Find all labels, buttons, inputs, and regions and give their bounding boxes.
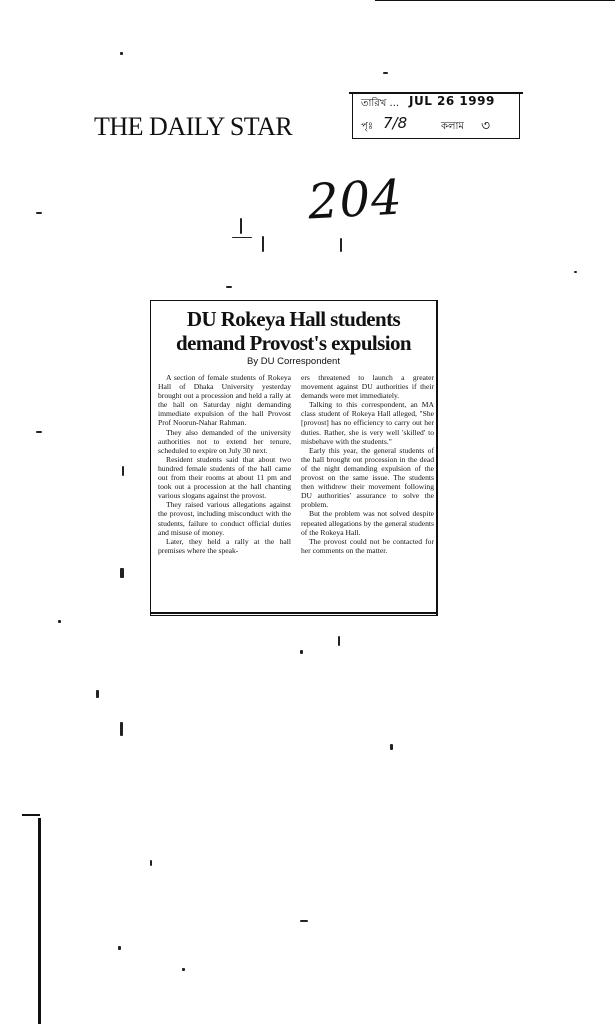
paragraph: Resident students said that about two hundred female students of the hall came out from their rooms at about 11 pm and took out a procession at the hall chanting various slogans against the provost. (158, 454, 291, 501)
speck (300, 650, 303, 654)
stamp-page-value: 7/8 (383, 114, 408, 132)
speck (383, 72, 388, 74)
archive-stamp (352, 92, 520, 139)
stamp-date-value: JUL 26 1999 (409, 94, 495, 108)
speck (340, 238, 342, 252)
scan-edge-left (38, 818, 41, 1024)
speck (300, 920, 308, 922)
paragraph: But the problem was not solved despite repeated allegations by the general students of the Rokeya Hall. (301, 509, 434, 537)
speck (182, 968, 185, 971)
speck (240, 218, 242, 234)
paragraph: Later, they held a rally at the hall premises where the speak- (158, 536, 291, 555)
stamp-column-value: ৩ (481, 118, 491, 134)
speck (390, 744, 393, 750)
stamp-date-label: তারিখ ... (361, 98, 400, 109)
speck (120, 568, 124, 578)
stamp-column-label: কলাম (441, 121, 464, 132)
paragraph: Talking to this correspondent, an MA class student of Rokeya Hall alleged, "She [provost] has no efficiency to carry out her duties. Rather, she is very well 'skilled' to misbehave with the students." (301, 400, 434, 446)
paragraph: A section of female students of Rokeya Hall of Dhaka University yesterday brought out a procession and held a rally at the hall on Saturday night demanding immediate expulsion of the hall Provost Prof Noorun-Nahar Rahman. (158, 373, 291, 428)
speck (226, 286, 232, 288)
speck (96, 690, 99, 698)
speck (232, 237, 252, 238)
clipping-bottom-rule (150, 612, 437, 614)
scan-edge-left-tick (22, 814, 40, 816)
speck (36, 431, 42, 433)
speck (338, 636, 340, 646)
speck (120, 52, 123, 55)
article-column-left (158, 373, 291, 555)
article-column-right (301, 373, 434, 555)
handwritten-number: 204 (306, 169, 405, 231)
speck (120, 722, 123, 736)
speck (58, 620, 61, 623)
speck (150, 860, 152, 866)
headline-line-1: DU Rokeya Hall students (186, 307, 401, 331)
byline: By DU Correspondent (247, 356, 340, 367)
headline-line-2: demand Provost's expulsion (176, 331, 411, 355)
paragraph: The provost could not be contacted for her comments on the matter. (301, 536, 434, 555)
stamp-page-label: পৃঃ (361, 121, 374, 132)
scan-edge-top (375, 0, 615, 1)
paragraph: They also demanded of the university authorities not to extend her tenure, scheduled to expire on July 30 next. (158, 427, 291, 455)
paragraph: Early this year, the general students of the hall brought out procession in the dead of the night demanding expulsion of the provost on the same issue. The students then withdrew their movement following DU authorities' assurance to solve the problem. (301, 445, 434, 510)
speck (262, 236, 264, 252)
article-clipping (150, 300, 438, 616)
paragraph: They raised various allegations against the provost, including misconduct with the students, failure to conduct official duties and misuse of money. (158, 500, 291, 537)
speck (574, 271, 577, 273)
speck (36, 212, 42, 214)
newspaper-masthead: THE DAILY STAR (94, 112, 293, 141)
speck (118, 946, 121, 950)
paragraph: ers threatened to launch a greater movement against DU authorities if their demands were met immediately. (301, 373, 434, 401)
speck (122, 466, 124, 476)
